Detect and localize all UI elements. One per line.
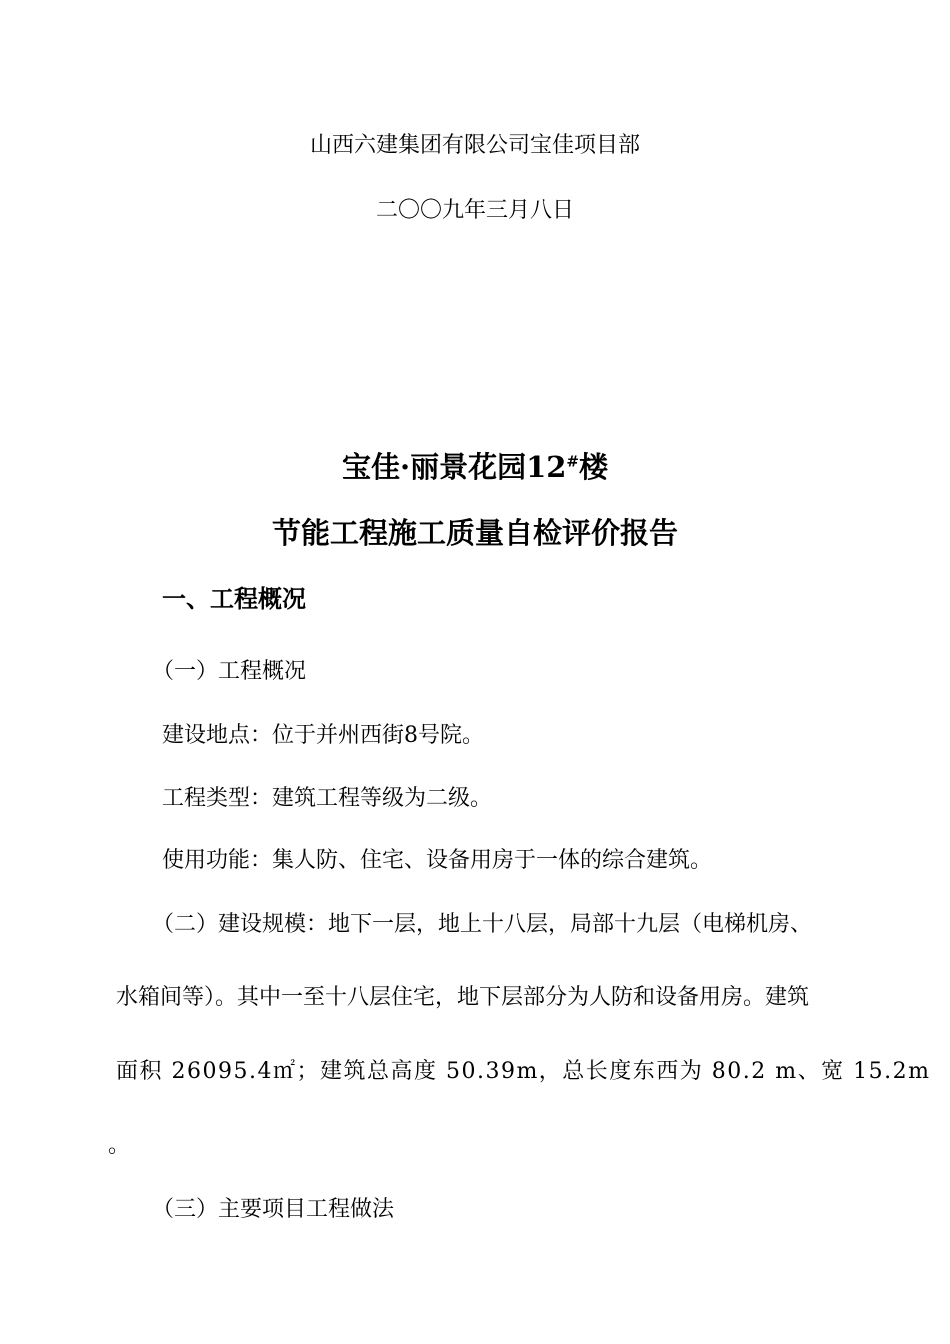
subsection-methods: （三）主要项目工程做法	[152, 1197, 395, 1222]
construction-location: 建设地点：位于并州西街8号院。	[162, 723, 484, 748]
company-name: 山西六建集团有限公司宝佳项目部	[309, 133, 640, 158]
report-date: 二〇〇九年三月八日	[375, 198, 574, 223]
project-type: 工程类型：建筑工程等级为二级。	[162, 786, 493, 811]
subsection-overview: （一）工程概况	[152, 659, 307, 684]
report-title: 节能工程施工质量自检评价报告	[271, 516, 678, 550]
scale-paragraph-line3: 面积 26095.4㎡；建筑总高度 50.39m，总长度东西为 80.2 m、宽 15.2m	[116, 1059, 931, 1084]
project-title-end: 楼	[579, 450, 609, 484]
scale-paragraph-line2: 水箱间等）。其中一至十八层住宅，地下层部分为人防和设备用房。建筑	[116, 985, 810, 1010]
project-title-superscript: #	[566, 452, 579, 471]
section-heading: 一、工程概况	[162, 584, 306, 613]
scale-paragraph-line1: （二）建设规模：地下一层，地上十八层，局部十九层（电梯机房、	[152, 912, 813, 937]
scale-paragraph-line4: 。	[108, 1133, 131, 1158]
usage-function: 使用功能：集人防、住宅、设备用房于一体的综合建筑。	[162, 848, 713, 873]
project-title-main: 宝佳·丽景花园12	[341, 450, 567, 484]
project-title	[0, 447, 950, 487]
